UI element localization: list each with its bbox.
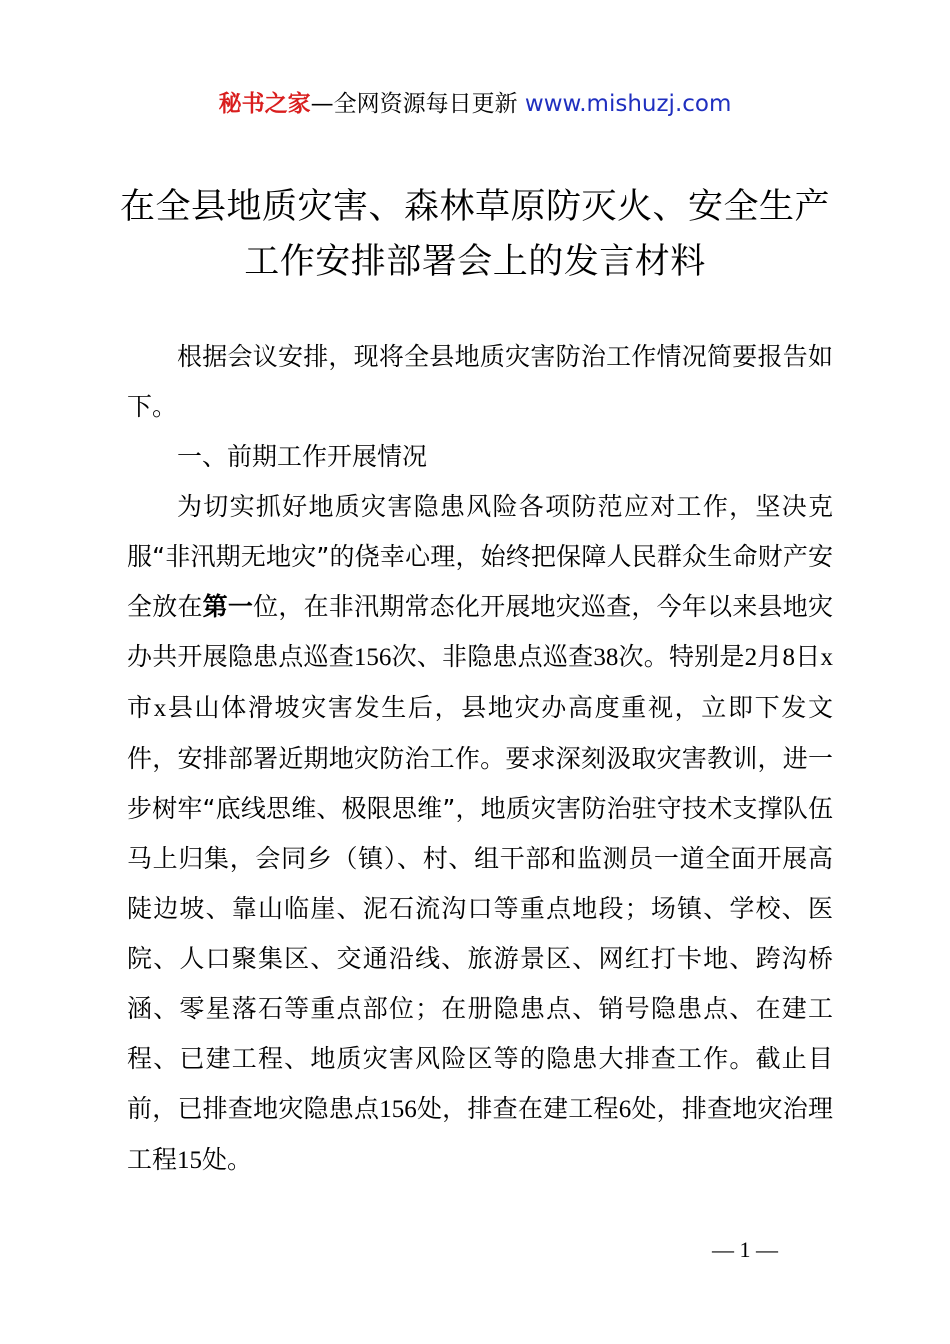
number: 8 [782, 644, 796, 671]
number: 38 [593, 644, 619, 671]
text-run: 处。 [202, 1145, 253, 1174]
brand-name[interactable]: 秘书之家 [218, 91, 311, 117]
text-run: 位，在非汛期常态化开展地灾巡查，今年以来县地灾办共开展隐患点巡查 [127, 592, 833, 671]
page-number: — 1 — [712, 1237, 778, 1262]
number: 156 [379, 1096, 417, 1123]
section-heading: 一、前期工作开展情况 [177, 442, 428, 471]
body-paragraph [127, 482, 833, 1186]
text-run: 日 [795, 642, 821, 671]
text-run: 市 [127, 693, 154, 722]
number: 2 [744, 644, 758, 671]
title-line-2: 工作安排部署会上的发言材料 [244, 242, 706, 282]
header-tagline: 全网资源每日更新 [333, 91, 518, 117]
text-run: 次、非隐患点巡查 [391, 642, 594, 671]
text-run: 县山体滑坡灾害发生后，县地灾办高度重视，立即下发文件，安排部署近期地灾防治工作。要求深刻汲取灾害教训，进一步树牢“底线思维、极限思维”，地质灾害防治驻守技术支撑队伍马上归集，会同乡（镇）、村、组干部和监测员一道全面开展高陡边坡、靠山临崖、泥石流沟口等重点地段；场镇、学校、医院、人口聚集区、交通沿线、旅游景区、网红打卡地、跨沟桥涵、零星落石等重点部位；在册隐患点、销号隐患点、在建工程、已建工程、地质灾害风险区等的隐患大排查工作。截止目前，已排查地灾隐患点 [127, 693, 833, 1123]
site-header [0, 86, 950, 122]
placeholder-x: x [153, 695, 167, 722]
document-title [100, 180, 850, 290]
document-body [127, 332, 833, 1186]
number: 15 [177, 1147, 203, 1174]
number: 156 [353, 644, 392, 671]
intro-paragraph: 根据会议安排，现将全县地质灾害防治工作情况简要报告如下。 [127, 342, 833, 421]
site-url-link[interactable]: www.mishuzj.com [524, 91, 732, 117]
text-run: 月 [757, 642, 783, 671]
text-run: 处，排查在建工程 [416, 1094, 619, 1123]
text-run: 次。特别是 [618, 642, 745, 671]
text-run: 处，排查地灾治理工程 [127, 1094, 833, 1174]
title-line-1: 在全县地质灾害、森林草原防灭火、安全生产 [119, 187, 830, 227]
header-separator: — [310, 91, 334, 117]
bold-text: 第一 [202, 592, 254, 621]
placeholder-x: x [820, 644, 833, 671]
number: 6 [618, 1096, 632, 1123]
text-run: 为切实抓好地质灾害隐患风险各项防范应对工作，坚决克服“非汛期无地灾”的侥幸心理，始终把保障人民群众生命财产安全放在 [127, 492, 833, 621]
